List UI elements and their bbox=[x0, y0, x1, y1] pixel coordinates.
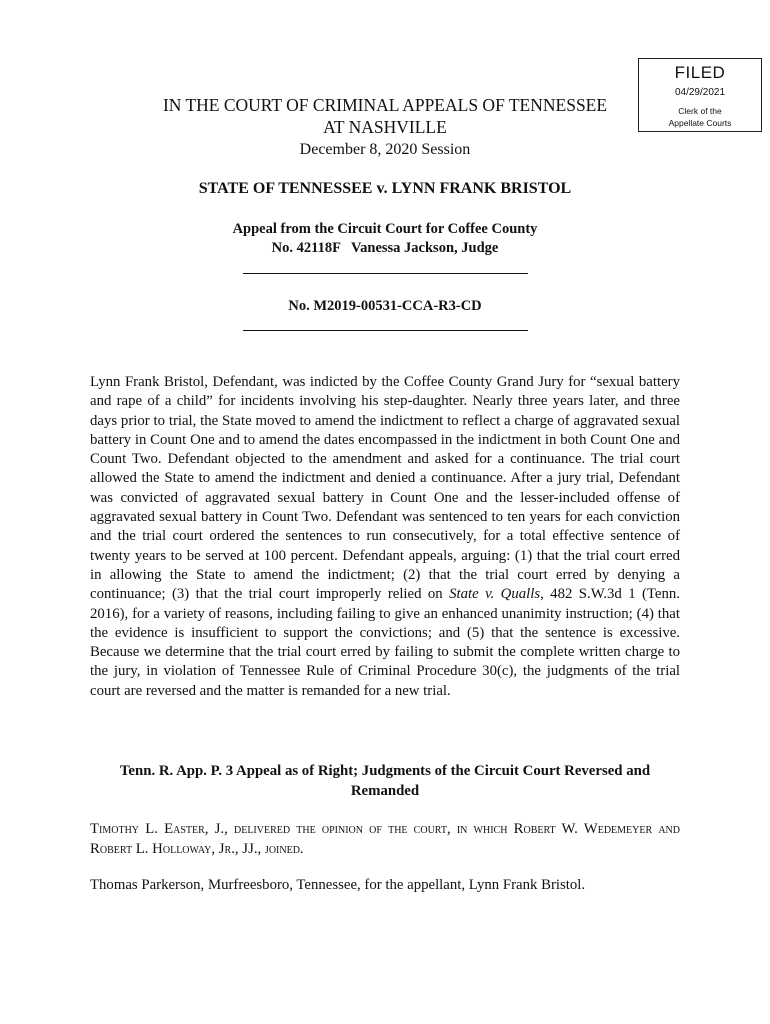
docket-number: No. M2019-00531-CCA-R3-CD bbox=[288, 298, 482, 314]
court-name: IN THE COURT OF CRIMINAL APPEALS OF TENNESSEE bbox=[162, 95, 608, 115]
court-location: AT NASHVILLE bbox=[323, 117, 447, 137]
stamp-courts-line: Appellate Courts bbox=[668, 118, 732, 128]
case-caption: STATE OF TENNESSEE v. LYNN FRANK BRISTOL bbox=[198, 180, 572, 197]
authoring-judges: Timothy L. Easter, J., delivered the opinion of the court, in which Robert W. Wedemeyer and Robert L. Holloway, Jr., JJ., joined. bbox=[90, 821, 680, 857]
appeal-court: Appeal from the Circuit Court for Coffee County bbox=[232, 221, 538, 237]
court-heading bbox=[110, 94, 660, 138]
divider-bottom bbox=[243, 330, 528, 331]
summary-text-2: , 482 S.W.3d 1 (Tenn. 2016), for a variety of reasons, including failing to give an enhanced unanimity instruction; (4) that the evidence is insufficient to support the convictions; and (5) that the sentence is excessive. Because we determine that the trial court erred by failing to submit the complete written charge to the jury, in violation of Tennessee Rule of Criminal Procedure 30(c), the judgments of the trial court are reversed and the matter is remanded for a new trial. bbox=[90, 586, 680, 699]
case-summary bbox=[90, 373, 680, 701]
stamp-date: 04/29/2021 bbox=[674, 87, 726, 98]
stamp-clerk-line: Clerk of the bbox=[678, 106, 722, 116]
holding-line: Tenn. R. App. P. 3 Appeal as of Right; Judgments of the Circuit Court Reversed and Remanded bbox=[119, 763, 651, 799]
appeal-info bbox=[0, 220, 770, 258]
summary-text-1: Lynn Frank Bristol, Defendant, was indicted by the Coffee County Grand Jury for “sexual battery and rape of a child” for incidents involving his step-daughter. Nearly three years later, and three days prior to trial, the State moved to amend the indictment to reflect a charge of aggravated sexual battery in Count One and to amend the dates encompassed in the indictment in both Count One and Count Two. Defendant objected to the amendment and asked for a continuance. The trial court allowed the State to amend the indictment and denied a continuance. After a jury trial, Defendant was convicted of aggravated sexual battery in Count One and the lesser-included offense of aggravated sexual battery in Count Two. Defendant was sentenced to ten years for each conviction and the trial court ordered the sentences to run consecutively, for a total effective sentence of twenty years to be served at 100 percent. Defendant appeals, arguing: (1) that the trial court erred in allowing the State to amend the indictment; (2) that the trial court erred by denying a continuance; (3) that the trial court improperly relied on bbox=[90, 374, 680, 603]
session-date: December 8, 2020 Session bbox=[299, 141, 471, 158]
cited-case-name: State v. Qualls bbox=[449, 586, 541, 603]
counsel-line: Thomas Parkerson, Murfreesboro, Tennessee, for the appellant, Lynn Frank Bristol. bbox=[90, 877, 586, 893]
appeal-judge: No. 42118F Vanessa Jackson, Judge bbox=[271, 240, 499, 256]
divider-top bbox=[243, 273, 528, 274]
stamp-title: FILED bbox=[674, 63, 726, 82]
